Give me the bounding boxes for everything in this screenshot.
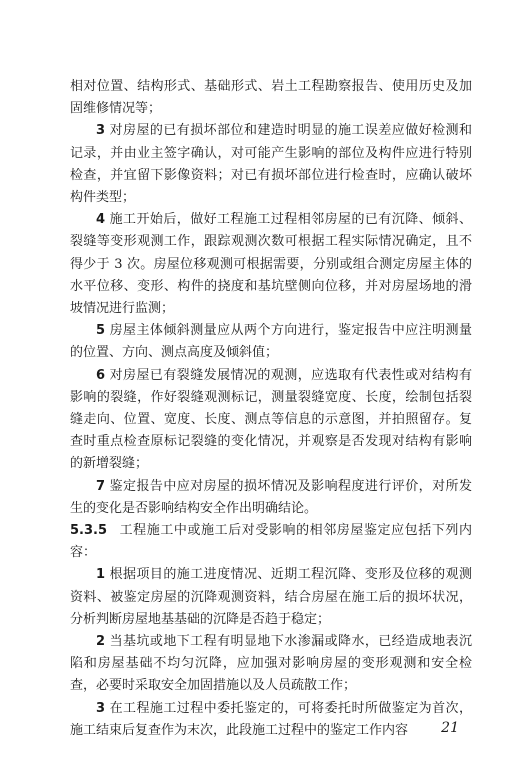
item-text: 根据项目的施工进度情况、近期工程沉降、变形及位移的观测资料、被鉴定房屋的沉降观测资料，结合房屋在施工后的损坏状况，分析判断房屋地基基础的沉降是否趋于稳定；	[70, 567, 472, 627]
list-item	[70, 320, 472, 364]
item-number: 2	[96, 634, 106, 650]
page-body	[70, 76, 472, 742]
item-text: 房屋主体倾斜测量应从两个方向进行，鉴定报告中应注明测量的位置、方向、测点高度及倾斜值；	[70, 323, 472, 361]
item-text: 施工开始后，做好工程施工过程相邻房屋的已有沉降、倾斜、裂缝等变形观测工作，跟踪观测次数可根据工程实际情况确定，且不得少于 3 次。房屋位移观测可根据需要，分别或组合测定房屋主体的水平位移、变形、构件的挠度和基坑壁侧向位移，并对房屋场地的滑坡情况进行监测；	[70, 212, 472, 317]
item-text: 鉴定报告中应对房屋的损坏情况及影响程度进行评价，对所发生的变化是否影响结构安全作出明确结论。	[70, 478, 472, 516]
continuation-paragraph: 相对位置、结构形式、基础形式、岩土工程勘察报告、使用历史及加固维修情况等；	[70, 79, 472, 117]
item-number: 5	[96, 323, 106, 339]
list-item	[70, 365, 472, 476]
item-number: 7	[96, 478, 106, 494]
item-number: 6	[96, 367, 106, 383]
clause-text: 工程施工中或施工后对受影响的相邻房屋鉴定应包括下列内容：	[70, 523, 472, 561]
item-number: 3	[96, 123, 106, 139]
item-number: 3	[96, 700, 106, 716]
list-item	[70, 476, 472, 520]
item-number: 1	[96, 567, 106, 583]
item-text: 在工程施工过程中委托鉴定的，可将委托时所做鉴定为首次，施工结束后复查作为末次，此段施工过程中的鉴定工作内容	[70, 700, 472, 738]
list-item	[70, 209, 472, 320]
item-number: 4	[96, 212, 106, 228]
list-item	[70, 564, 472, 631]
clause-number: 5.3.5	[70, 523, 108, 539]
list-item	[70, 631, 472, 698]
item-text: 对房屋的已有损坏部位和建造时明显的施工误差应做好检测和记录，并由业主签字确认，对可能产生影响的部位及构件应进行特别检查，并宜留下影像资料；对已有损坏部位进行检查时，应确认破坏构件类型；	[70, 123, 472, 206]
clause-paragraph	[70, 520, 472, 564]
page-number: 21	[441, 720, 459, 736]
item-text: 对房屋已有裂缝发展情况的观测，应选取有代表性或对结构有影响的裂缝，作好裂缝观测标记，测量裂缝宽度、长度，绘制包括裂缝走向、位置、宽度、长度、测点等信息的示意图，并拍照留存。复查时重点检查原标记裂缝的变化情况，并观察是否发现对结构有影响的新增裂缝；	[70, 367, 472, 472]
list-item	[70, 120, 472, 209]
list-item	[70, 698, 472, 742]
item-text: 当基坑或地下工程有明显地下水渗漏或降水，已经造成地表沉陷和房屋基础不均匀沉降，应加强对影响房屋的变形观测和安全检查，必要时采取安全加固措施以及人员疏散工作；	[70, 634, 472, 694]
